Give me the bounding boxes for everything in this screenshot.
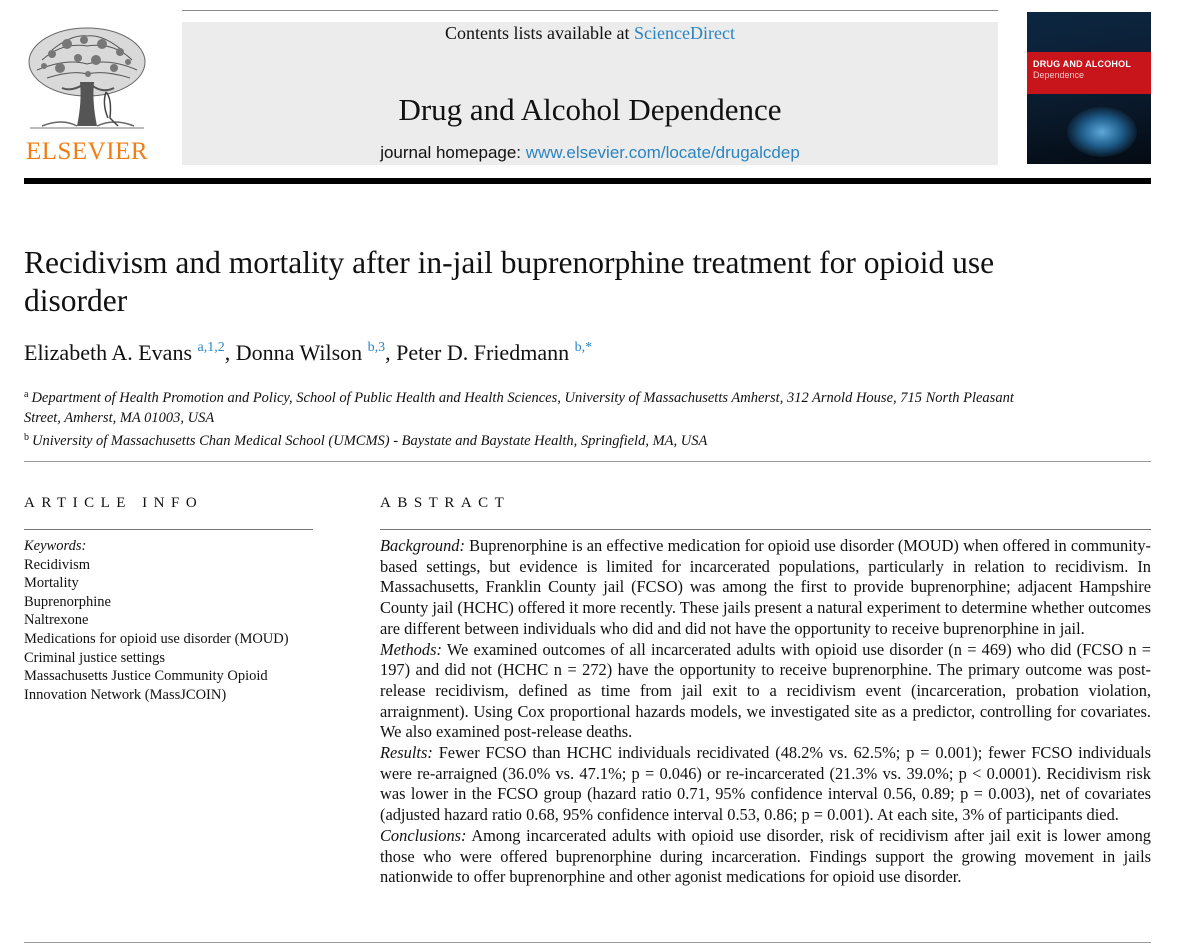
abstract-section-label: Background: (380, 536, 465, 555)
abstract-heading: ABSTRACT (380, 495, 511, 511)
abstract-background (380, 536, 1151, 640)
author-affiliation-marks[interactable]: b,* (574, 340, 593, 355)
author-affiliation-marks[interactable]: a,1,2 (197, 340, 225, 355)
affiliation-text: University of Massachusetts Chan Medical School (UMCMS) - Baystate and Baystate Health, Springfield, MA, USA (32, 433, 708, 449)
cover-title: DRUG AND ALCOHOL (1033, 59, 1132, 69)
cover-subtitle: Dependence (1033, 70, 1085, 80)
journal-title: Drug and Alcohol Dependence (398, 92, 782, 127)
author-list (24, 340, 592, 366)
affiliation-item (24, 385, 1044, 428)
elsevier-tree-icon (22, 22, 152, 134)
contents-prefix: Contents lists available at (445, 23, 634, 43)
keyword-item: Recidivism (24, 556, 91, 573)
author-name: Peter D. Friedmann (396, 340, 570, 365)
affiliation-text: Department of Health Promotion and Policy, School of Public Health and Health Sciences, University of Massachusetts Amherst, 312 Arnold House, 715 North Pleasant Street, Amherst, MA 01003, USA (24, 390, 1014, 426)
elsevier-logo[interactable] (22, 22, 152, 168)
affiliation-item (24, 428, 1044, 452)
keyword-item: Naltrexone (24, 612, 89, 629)
abstract-section-text: Buprenorphine is an effective medication for opioid use disorder (MOUD) when offered in community-based settings, but evidence is limited for incarcerated populations, particularly in relation to recidivism. In Massachusetts, Franklin County jail (FCSO) was among the first to provide buprenorphine; adjacent Hampshire County jail (HCHC) offered it more recently. These jails present a natural experiment to determine whether outcomes are different between individuals who did and did not have the opportunity to receive buprenorphine in jail. (380, 536, 1151, 638)
affiliation-mark: b (24, 432, 29, 443)
journal-cover-image[interactable] (1027, 12, 1151, 164)
keywords-label: Keywords: (24, 538, 87, 554)
keyword-item: Massachusetts Justice Community Opioid Innovation Network (MassJCOIN) (24, 668, 268, 703)
keyword-item: Mortality (24, 575, 79, 592)
abstract-rule (380, 529, 1151, 530)
sciencedirect-link[interactable]: ScienceDirect (634, 23, 735, 43)
header-divider (24, 178, 1151, 184)
affiliation-mark: a (24, 389, 29, 400)
affiliations (24, 385, 1044, 452)
abstract-section-text: Among incarcerated adults with opioid use disorder, risk of recidivism after jail exit is lower among those who were offered buprenorphine during incarceration. Findings support the growing movement in jails nationwide to offer buprenorphine and other agonist medications for opioid use disorder. (380, 825, 1151, 887)
abstract-section-text: We examined outcomes of all incarcerated adults with opioid use disorder (n = 469) who did (FCSO n = 197) and did not (HCHC n = 272) have the opportunity to receive buprenorphine. The primary outcome was post-release recidivism, defined as time from jail exit to a recidivism event (incarceration, probation violation, arraignment). Using Cox proportional hazards models, we investigated site as a predictor, controlling for covariates. We also examined post-release deaths. (380, 639, 1151, 742)
abstract-section-text: Fewer FCSO than HCHC individuals recidivated (48.2% vs. 62.5%; p = 0.001); fewer FCSO individuals were re-arraigned (36.0% vs. 47.1%; p = 0.046) or re-incarcerated (21.3% vs. 39.0%; p < 0.0001). Recidivism risk was lower in the FCSO group (hazard ratio 0.71, 95% confidence interval 0.56, 0.89; p = 0.003), net of covariates (adjusted hazard ratio 0.68, 95% confidence interval 0.53, 0.86; p = 0.001). At each site, 3% of participants died. (380, 743, 1151, 825)
bottom-divider (24, 942, 1151, 943)
contents-line (182, 23, 998, 44)
author-name: Elizabeth A. Evans (24, 340, 193, 365)
keyword-item: Buprenorphine (24, 593, 111, 610)
journal-masthead (182, 22, 998, 165)
keyword-item: Criminal justice settings (24, 649, 165, 666)
abstract-section-label: Conclusions: (380, 825, 467, 845)
abstract-methods (380, 640, 1151, 744)
article-info-heading: ARTICLE INFO (24, 495, 204, 511)
abstract-body (380, 536, 1151, 888)
top-rule (182, 10, 998, 11)
keywords-list (24, 537, 314, 704)
article-title: Recidivism and mortality after in-jail buprenorphine treatment for opioid use disorder (24, 245, 995, 318)
journal-homepage-link[interactable]: www.elsevier.com/locate/drugalcdep (525, 143, 800, 162)
section-divider (24, 461, 1151, 462)
author-name: Donna Wilson (235, 340, 363, 365)
homepage-line (182, 143, 998, 163)
author-affiliation-marks[interactable]: b,3 (367, 340, 386, 355)
article-info-rule (24, 529, 313, 530)
keyword-item: Medications for opioid use disorder (MOUD) (24, 630, 289, 647)
author-separator: , (385, 340, 397, 365)
abstract-results (380, 743, 1151, 826)
homepage-prefix: journal homepage: (380, 143, 526, 162)
abstract-section-label: Methods: (380, 639, 442, 659)
cover-illustration (1067, 107, 1137, 157)
publisher-wordmark: ELSEVIER (25, 138, 149, 165)
abstract-conclusions (380, 826, 1151, 888)
author-separator: , (224, 340, 236, 365)
abstract-section-label: Results: (380, 743, 433, 763)
